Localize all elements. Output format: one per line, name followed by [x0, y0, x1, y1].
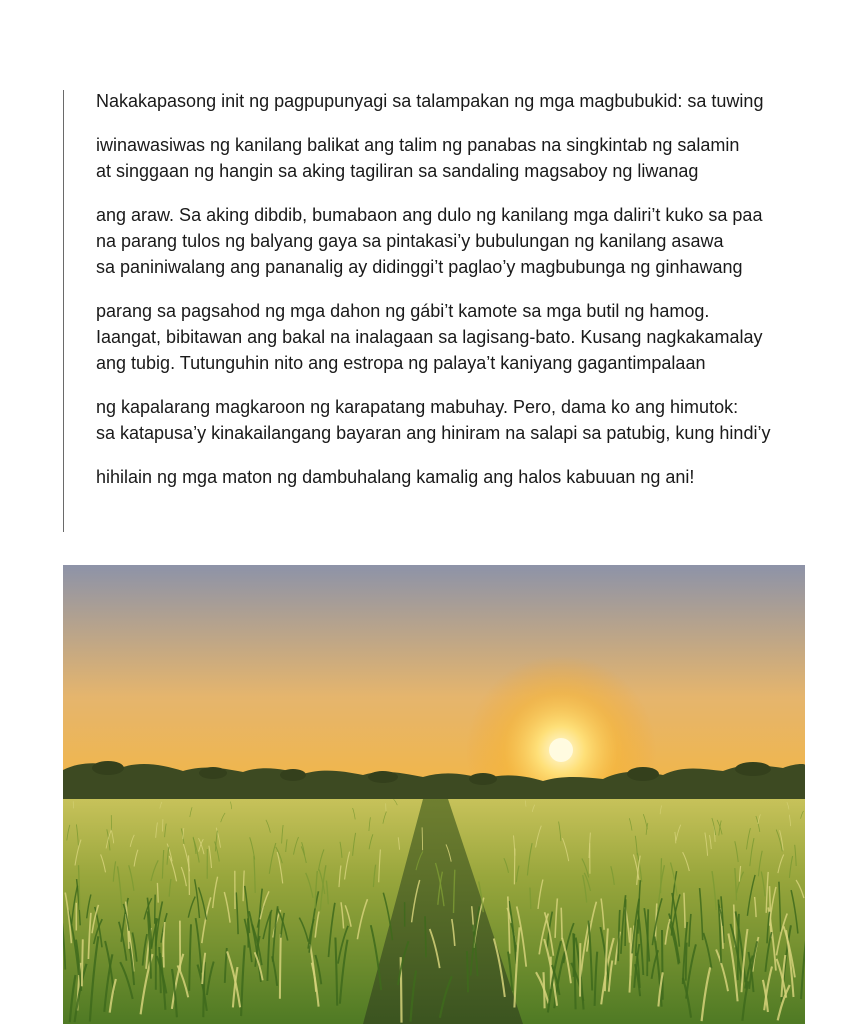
- grass-blade: [422, 827, 423, 850]
- stanza-3: [96, 202, 846, 280]
- poem-line: Iaangat, bibitawan ang bakal na inalagaan sa lagisang-bato. Kusang nagkakamalay: [96, 327, 763, 347]
- grass-blade: [280, 934, 281, 999]
- grass-blade: [530, 888, 531, 910]
- grass-blade: [157, 883, 158, 903]
- poem-line: na parang tulos ng balyang gaya sa pintakasi’y bubulungan ng kanilang asawa: [96, 231, 724, 251]
- poem-line: ng kapalarang magkaroon ng karapatang mabuhay. Pero, dama ko ang himutok:: [96, 397, 739, 417]
- sun: [549, 738, 573, 762]
- grass-blade: [514, 849, 515, 885]
- stanza-2: [96, 132, 846, 184]
- poem-line: hihilain ng mga maton ng dambuhalang kamalig ang halos kabuuan ng ani!: [96, 467, 695, 487]
- stanza-4: [96, 298, 846, 376]
- grass-blade: [248, 918, 249, 947]
- poem-line: parang sa pagsahod ng mga dahon ng gábi’t kamote sa mga butil ng hamog.: [96, 301, 710, 321]
- grass-blade: [662, 930, 663, 1000]
- poem-line: Nakakapasong init ng pagpupunyagi sa talampakan ng mga magbubukid: sa tuwing: [96, 91, 764, 111]
- stanza-6: [96, 464, 846, 490]
- grass-blade: [544, 972, 545, 1008]
- poem-line: ang araw. Sa aking dibdib, bumabaon ang dulo ng kanilang mga daliri’t kuko sa paa: [96, 205, 763, 225]
- poem: [96, 88, 846, 490]
- stanza-5: [96, 394, 846, 446]
- poem-line: iwinawasiwas ng kanilang balikat ang talim ng panabas na singkintab ng salamin: [96, 135, 740, 155]
- grass-blade: [82, 939, 83, 986]
- grass-blade: [561, 908, 562, 940]
- poem-line: sa katapusa’y kinakailangang bayaran ang hiniram na salapi sa patubig, kung hindi’y: [96, 423, 771, 443]
- grass-blade: [625, 899, 626, 946]
- grass-blade: [686, 943, 687, 981]
- vertical-rule: [63, 90, 64, 532]
- grass-blade: [574, 934, 575, 977]
- rice-field-sunrise-photo: [63, 565, 805, 1024]
- poem-line: sa paniniwalang ang pananalig ay didinggi’t paglao’y magbubunga ng ginhawang: [96, 257, 743, 277]
- grass-blade: [738, 914, 739, 980]
- grass-blade: [425, 916, 426, 957]
- poem-line: at singgaan ng hangin sa aking tagiliran sa sandaling magsaboy ng liwanag: [96, 161, 699, 181]
- stanza-1: [96, 88, 846, 114]
- rice-field-illustration: [63, 565, 805, 1024]
- grass-blade: [467, 951, 468, 992]
- poem-line: ang tubig. Tutunguhin nito ang estropa ng palaya’t kaniyang gagantimpalaan: [96, 353, 706, 373]
